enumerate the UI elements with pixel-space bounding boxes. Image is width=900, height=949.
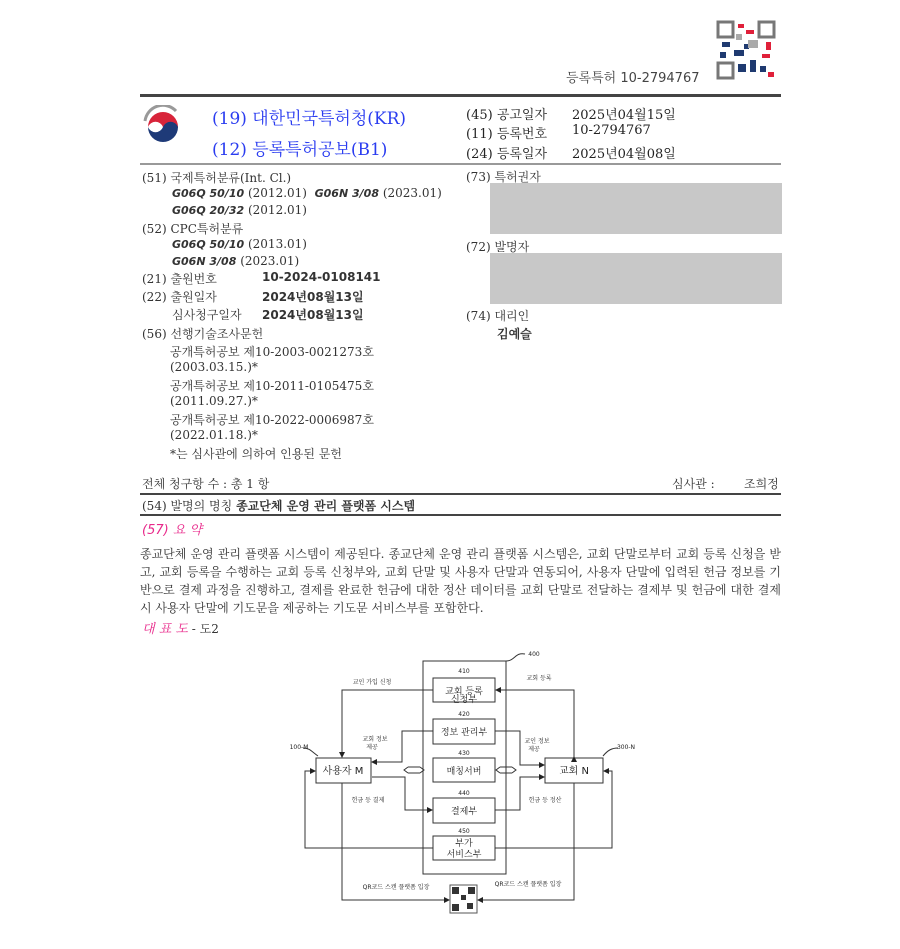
publication-date: 2025년04월15일	[572, 104, 676, 123]
agent-name: 김예슬	[497, 325, 532, 342]
box-420-label: 정보 관리부	[441, 726, 488, 738]
prior-art-date: (2011.09.27.)*	[170, 394, 258, 408]
exam-request-date: 2024년08월13일	[262, 306, 364, 323]
diagram-label: 300-N	[617, 744, 635, 751]
diagram-label: 제공	[366, 743, 378, 751]
diagram-label: 450	[458, 828, 470, 835]
korea-government-emblem-icon	[140, 105, 186, 149]
diagram-label: 교인 가입 신청	[353, 678, 392, 686]
box-450	[433, 836, 495, 860]
abstract-heading: (57) 요 약	[142, 519, 202, 538]
user-m-box	[316, 758, 371, 783]
diagram-qr-icon	[450, 885, 477, 913]
diagram-label: 400	[528, 651, 540, 658]
qr-code-icon	[716, 20, 776, 80]
divider	[140, 514, 781, 516]
abstract-text: 종교단체 운영 관리 플랫폼 시스템이 제공된다. 종교단체 운영 관리 플랫폼 시스템은, 교회 단말로부터 교회 등록 신청을 받고, 교회 등록을 수행하는 교회 등록 신청부와, 교회 단말 및 사용자 단말과 연동되어, 사용자 단말에 입력된 헌금 정보를 기반으로 결제 과정을 진행하고, 결제를 완료한 헌금에 대한 정산 데이터를 교회 단말로 전달하는 결제부 및 헌금에 대한 결제시 사용자 단말에 기도문을 제공하는 기도문 서비스부를 포함한다.	[140, 545, 781, 617]
application-date-label: (22) 출원일자	[142, 288, 217, 305]
diagram-label: 교인 정보	[524, 737, 549, 745]
cpc-label: (52) CPC특허분류	[142, 220, 243, 237]
diagram-label: 420	[458, 711, 470, 718]
invention-title-row: (54) 발명의 명칭 종교단체 운영 관리 플랫폼 시스템	[142, 497, 415, 514]
diagram-label: 제공	[528, 745, 540, 753]
patentee-redacted	[490, 183, 782, 234]
int-cl-row: G06Q 20/32 (2012.01)	[172, 203, 307, 217]
application-date: 2024년08월13일	[262, 288, 364, 305]
church-n-box	[545, 758, 603, 783]
application-no-label: (21) 출원번호	[142, 270, 217, 287]
box-420	[433, 719, 495, 744]
inventor-redacted	[490, 253, 782, 304]
diagram-label: 100-M	[290, 744, 309, 751]
header-divider	[140, 163, 781, 165]
int-cl-label: (51) 국제특허분류(Int. Cl.)	[142, 169, 291, 186]
prior-art-date: (2003.03.15.)*	[170, 360, 258, 374]
top-divider	[140, 94, 781, 97]
prior-art-doc: 공개특허공보 제10-2011-0105475호	[170, 377, 374, 394]
divider	[140, 493, 781, 495]
registration-no: 10-2794767	[572, 123, 651, 138]
exam-request-date-label: 심사청구일자	[172, 306, 242, 323]
box-430	[433, 758, 495, 782]
box-440	[433, 798, 495, 823]
prior-art-label: (56) 선행기술조사문헌	[142, 325, 263, 342]
box-440-label: 결제부	[451, 805, 477, 817]
registration-no-label: (11) 등록번호	[466, 123, 547, 142]
inventor-label: (72) 발명자	[466, 238, 529, 255]
registration-number-header: 등록특허 10-2794767	[566, 67, 700, 86]
box-410-label: 교회 등록	[445, 685, 483, 697]
registration-date: 2025년04월08일	[572, 143, 676, 162]
publication-type: (12) 등록특허공보(B1)	[212, 135, 387, 160]
box-430-label: 매칭서버	[447, 765, 482, 777]
prior-art-date: (2022.01.18.)*	[170, 428, 258, 442]
diagram-label: QR코드 스캔 플랫폼 입장	[495, 880, 562, 888]
examiner-name: 조희정	[744, 475, 779, 492]
diagram-label: 430	[458, 750, 470, 757]
diagram-label: 헌금 등 결제	[352, 796, 385, 804]
claim-count: 전체 청구항 수 : 총 1 항	[142, 475, 269, 492]
representative-figure: 대 표 도 - 도2	[142, 618, 219, 637]
prior-art-doc: 공개특허공보 제10-2022-0006987호	[170, 411, 374, 428]
diagram-label: 교회 등록	[526, 674, 551, 682]
int-cl-row: G06Q 50/10 (2012.01) G06N 3/08 (2023.01)	[172, 186, 442, 200]
prior-art-note: *는 심사관에 의하여 인용된 문헌	[170, 445, 342, 462]
invention-title: 종교단체 운영 관리 플랫폼 시스템	[236, 499, 415, 513]
box-450-label: 부가	[455, 837, 473, 849]
publication-date-label: (45) 공고일자	[466, 104, 547, 123]
leader-line	[506, 654, 525, 661]
diagram-label: 교회 정보	[362, 735, 387, 743]
application-no: 10-2024-0108141	[262, 270, 381, 284]
diagram-label: 410	[458, 668, 470, 675]
office-name: (19) 대한민국특허청(KR)	[212, 104, 406, 129]
church-n-label: 교회 N	[559, 764, 589, 777]
user-m-label: 사용자 M	[323, 764, 364, 777]
registration-date-label: (24) 등록일자	[466, 143, 547, 162]
cpc-row: G06N 3/08 (2023.01)	[172, 254, 299, 268]
prior-art-doc: 공개특허공보 제10-2003-0021273호	[170, 343, 374, 360]
agent-label: (74) 대리인	[466, 307, 529, 324]
diagram-label: 440	[458, 790, 470, 797]
diagram-label: QR코드 스캔 플랫폼 입장	[363, 883, 430, 891]
examiner-label: 심사관 :	[672, 475, 715, 492]
diagram-label: 헌금 등 정산	[529, 796, 562, 804]
box-450-label: 서비스부	[447, 848, 482, 860]
box-410-label-line2: 신청부	[433, 692, 495, 705]
patentee-label: (73) 특허권자	[466, 168, 541, 185]
cpc-row: G06Q 50/10 (2013.01)	[172, 237, 307, 251]
